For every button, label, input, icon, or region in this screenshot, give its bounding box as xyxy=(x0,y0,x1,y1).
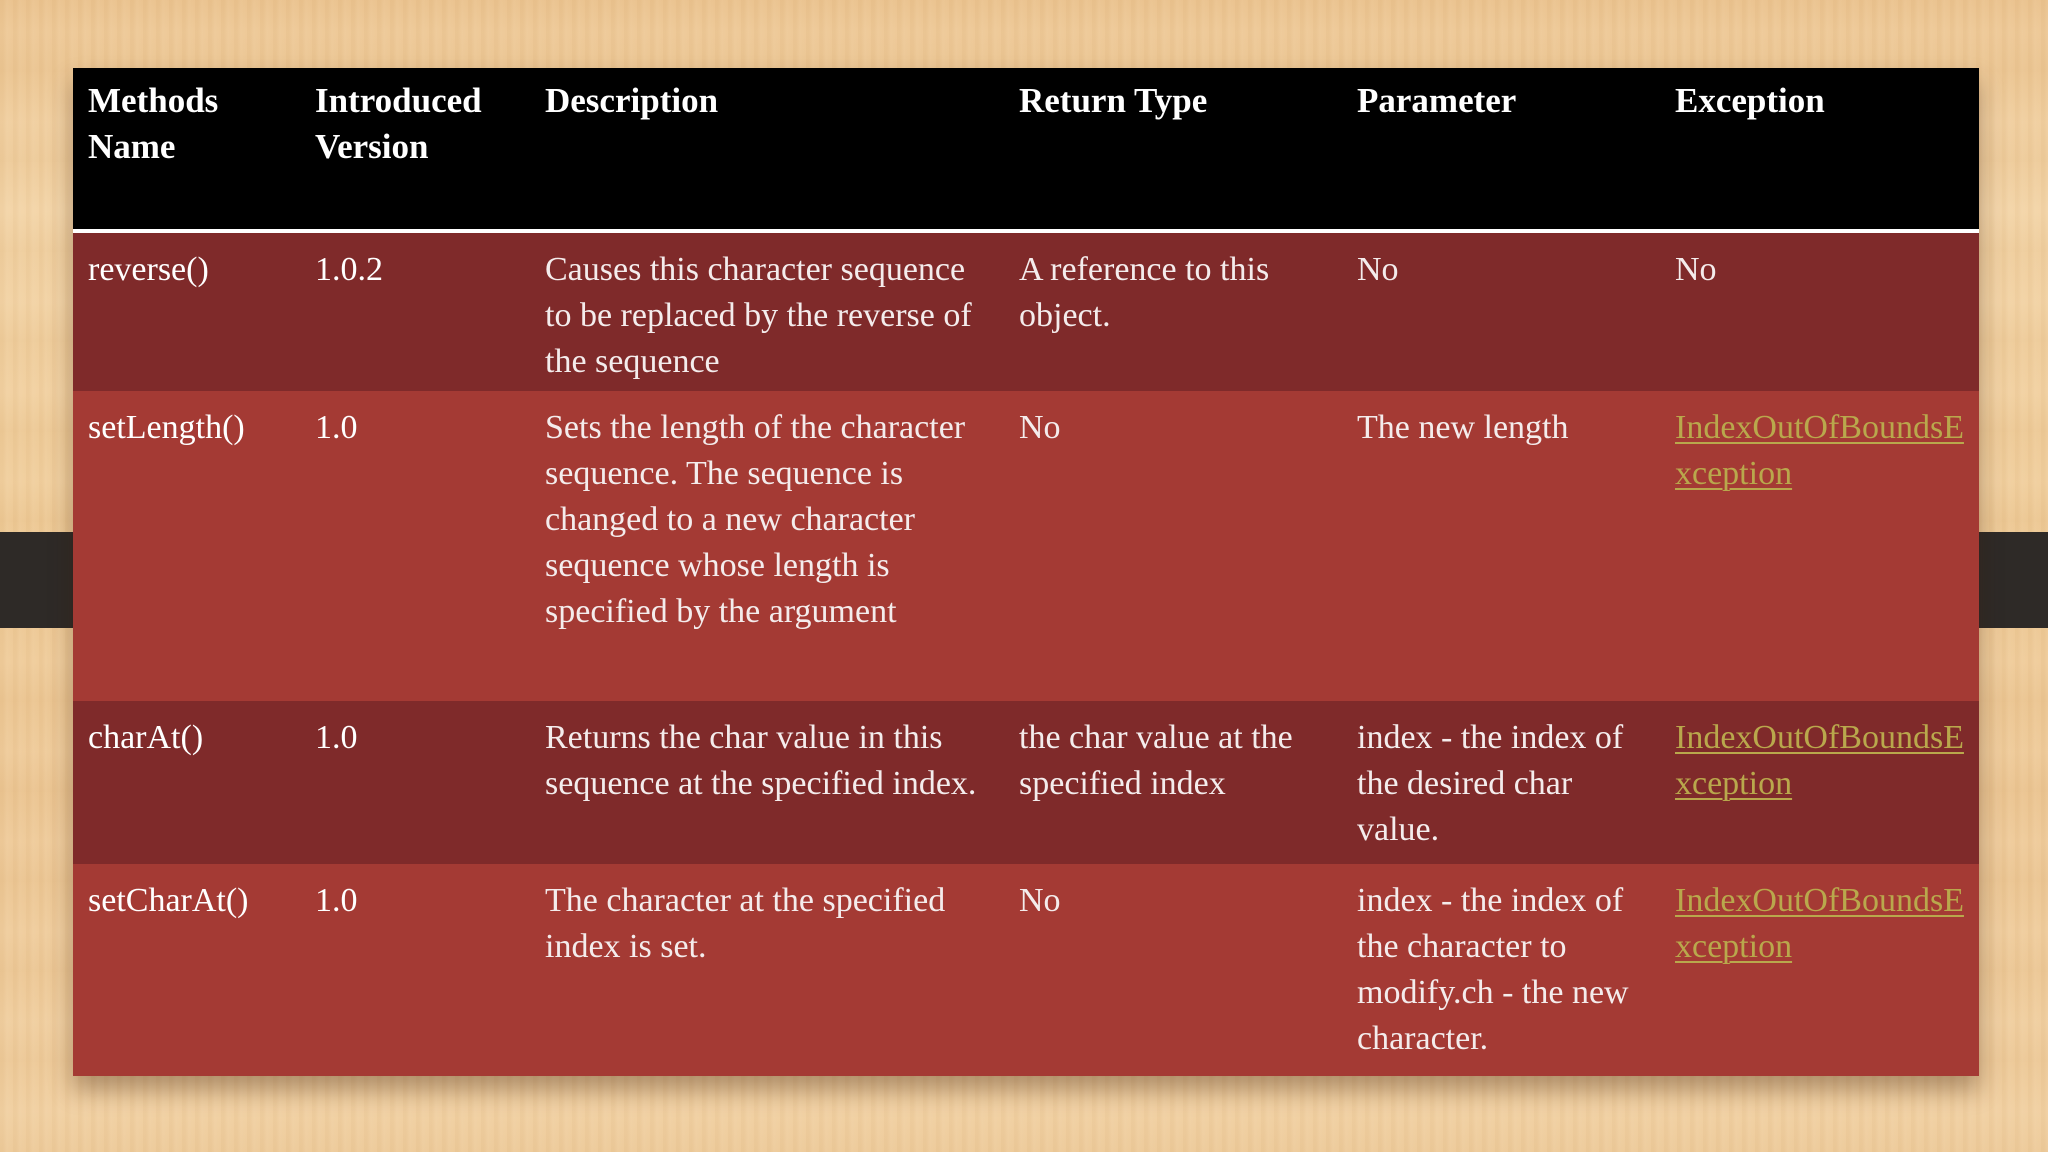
parameter-cell: No xyxy=(1357,251,1399,288)
header-return-type: Return Type xyxy=(1004,68,1342,231)
method-name-cell: reverse() xyxy=(88,251,209,288)
header-parameter: Parameter xyxy=(1342,68,1660,231)
description-cell: Sets the length of the character sequence. The sequence is changed to a new character sequence whose length is specified by the argument xyxy=(545,409,966,630)
header-row xyxy=(73,68,1979,231)
method-name-cell: setLength() xyxy=(88,409,245,446)
description-cell: Causes this character sequence to be replaced by the reverse of the sequence xyxy=(545,251,972,380)
method-name-cell: charAt() xyxy=(88,719,204,756)
version-cell: 1.0.2 xyxy=(315,251,383,288)
exception-link[interactable]: IndexOutOfBoundsException xyxy=(1675,882,1964,965)
version-cell: 1.0 xyxy=(315,882,358,919)
exception-cell xyxy=(1660,391,1979,701)
return-type-cell: A reference to this object. xyxy=(1019,251,1270,334)
table-row xyxy=(73,701,1979,864)
exception-link[interactable]: IndexOutOfBoundsException xyxy=(1675,409,1964,492)
table-row xyxy=(73,864,1979,1076)
parameter-cell: index - the index of the desired char value. xyxy=(1357,719,1624,848)
methods-table-container xyxy=(73,68,1979,1076)
header-methods-name: Methods Name xyxy=(73,68,300,231)
version-cell: 1.0 xyxy=(315,719,358,756)
table-row xyxy=(73,231,1979,391)
exception-link[interactable]: IndexOutOfBoundsException xyxy=(1675,719,1964,802)
return-type-cell: No xyxy=(1019,409,1061,446)
exception-cell xyxy=(1660,701,1979,864)
table-header xyxy=(73,68,1979,231)
table-body xyxy=(73,231,1979,1076)
header-exception: Exception xyxy=(1660,68,1979,231)
parameter-cell: index - the index of the character to modify.ch - the new character. xyxy=(1357,882,1629,1057)
table-row xyxy=(73,391,1979,701)
version-cell: 1.0 xyxy=(315,409,358,446)
parameter-cell: The new length xyxy=(1357,409,1569,446)
header-introduced-version: Introduced Version xyxy=(300,68,530,231)
methods-table xyxy=(73,68,1979,1076)
method-name-cell: setCharAt() xyxy=(88,882,249,919)
exception-cell: No xyxy=(1675,251,1717,288)
header-description: Description xyxy=(530,68,1004,231)
description-cell: Returns the char value in this sequence at the specified index. xyxy=(545,719,977,802)
return-type-cell: No xyxy=(1019,882,1061,919)
exception-cell xyxy=(1660,864,1979,1076)
description-cell: The character at the specified index is set. xyxy=(545,882,946,965)
return-type-cell: the char value at the specified index xyxy=(1019,719,1293,802)
